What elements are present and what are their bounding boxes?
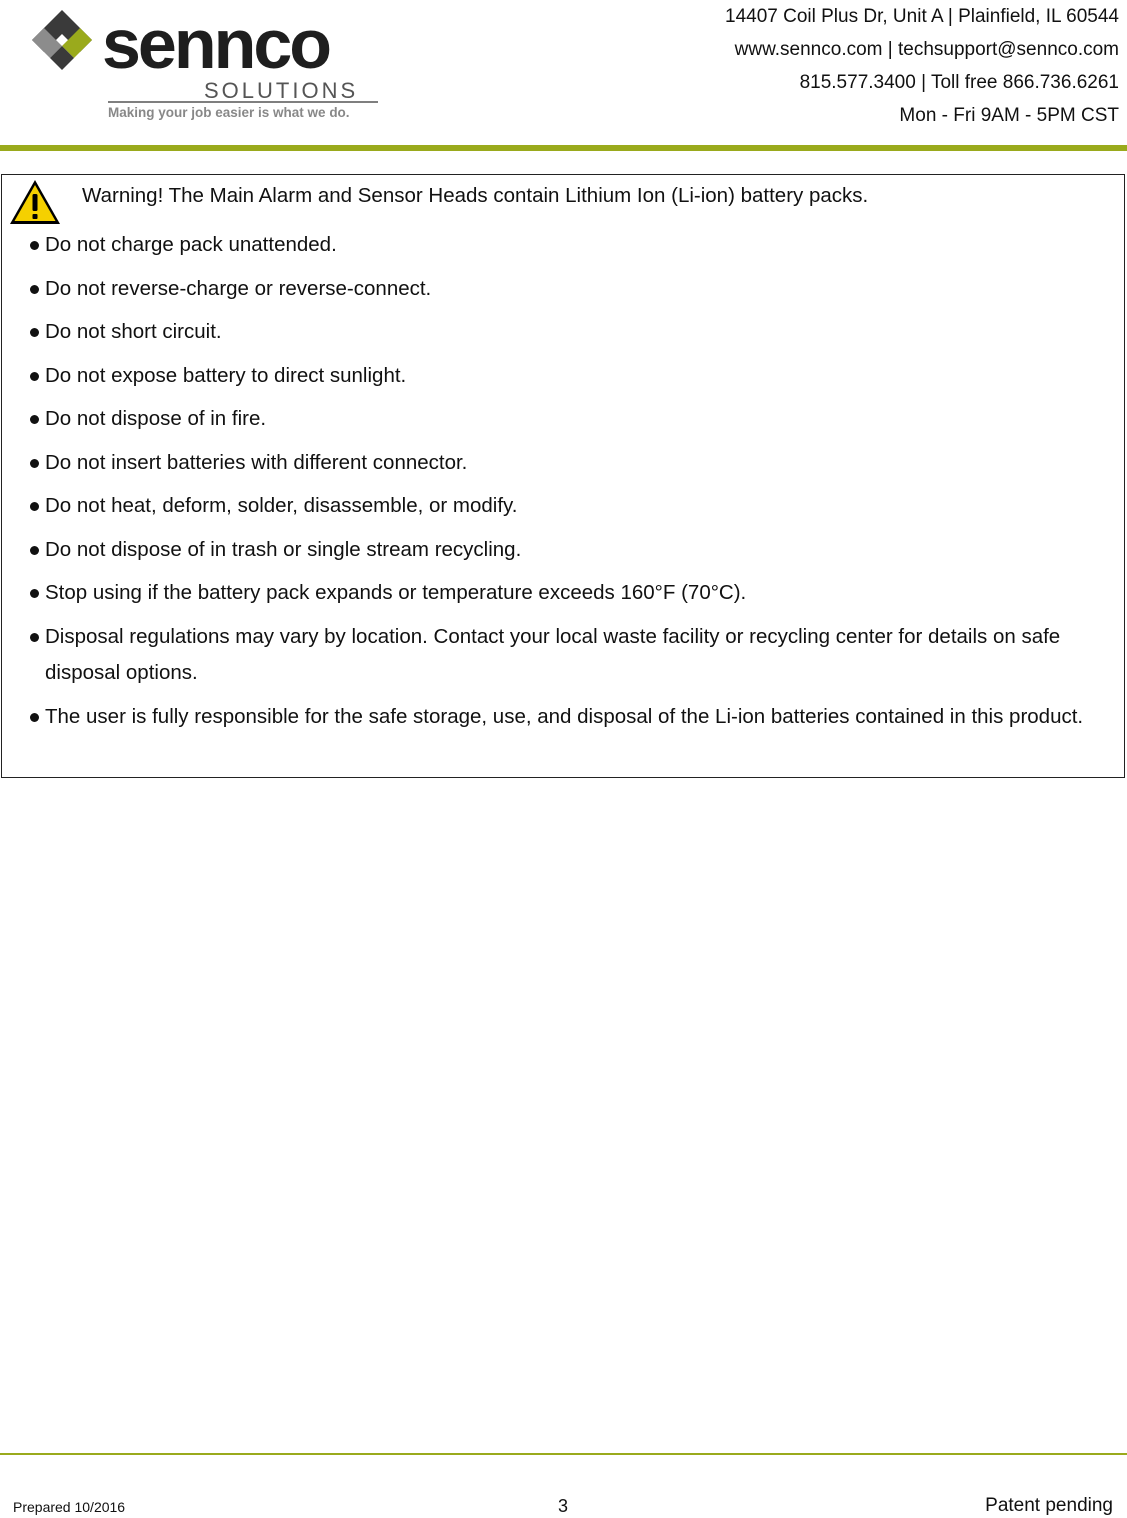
list-item: Do not charge pack unattended. [2, 227, 1122, 264]
bullet-icon [30, 459, 39, 468]
contact-block [725, 0, 1119, 132]
bullet-icon [30, 633, 39, 642]
list-item: Do not expose battery to direct sunlight. [2, 358, 1122, 395]
list-item: The user is fully responsible for the safe storage, use, and disposal of the Li-ion batteries contained in this product. [2, 699, 1122, 736]
bullet-icon [30, 415, 39, 424]
patent-notice: Patent pending [985, 1495, 1113, 1516]
logo-diamond-icon [32, 10, 92, 70]
bullet-icon [30, 285, 39, 294]
list-item: Do not dispose of in fire. [2, 401, 1122, 438]
prepared-date: Prepared 10/2016 [13, 1499, 126, 1515]
list-item: Do not reverse-charge or reverse-connect. [2, 271, 1122, 308]
battery-warning-box [1, 174, 1125, 778]
company-address: 14407 Coil Plus Dr, Unit A | Plainfield, IL 60544 [725, 6, 1119, 27]
header-divider [0, 145, 1127, 151]
company-web-email[interactable]: www.sennco.com | techsupport@sennco.com [734, 39, 1119, 60]
bullet-icon [30, 546, 39, 555]
footer-divider [0, 1453, 1127, 1455]
list-item: Do not heat, deform, solder, disassemble, or modify. [2, 488, 1122, 525]
bullet-icon [30, 241, 39, 250]
bullet-icon [30, 372, 39, 381]
logo-subtitle: SOLUTIONS [204, 78, 359, 103]
bullet-icon [30, 502, 39, 511]
company-hours: Mon - Fri 9AM - 5PM CST [899, 105, 1119, 126]
warning-title: Warning! The Main Alarm and Sensor Heads contain Lithium Ion (Li-ion) battery packs. [82, 184, 869, 207]
bullet-icon [30, 713, 39, 722]
company-logo [28, 6, 388, 124]
warning-triangle-icon [8, 178, 62, 226]
logo-tagline: Making your job easier is what we do. [108, 105, 350, 120]
logo-wordmark: sennco [102, 6, 330, 83]
page-number: 3 [558, 1496, 569, 1516]
list-item: Disposal regulations may vary by location. Contact your local waste facility or recycling center for details on safe disposal options. [2, 619, 1122, 692]
list-item: Do not short circuit. [2, 314, 1122, 351]
bullet-icon [30, 589, 39, 598]
list-item: Stop using if the battery pack expands or temperature exceeds 160°F (70°C). [2, 575, 1122, 612]
bullet-icon [30, 328, 39, 337]
list-item: Do not dispose of in trash or single stream recycling. [2, 532, 1122, 569]
list-item: Do not insert batteries with different connector. [2, 445, 1122, 482]
warning-list [2, 227, 1122, 742]
company-phone: 815.577.3400 | Toll free 866.736.6261 [799, 72, 1119, 93]
